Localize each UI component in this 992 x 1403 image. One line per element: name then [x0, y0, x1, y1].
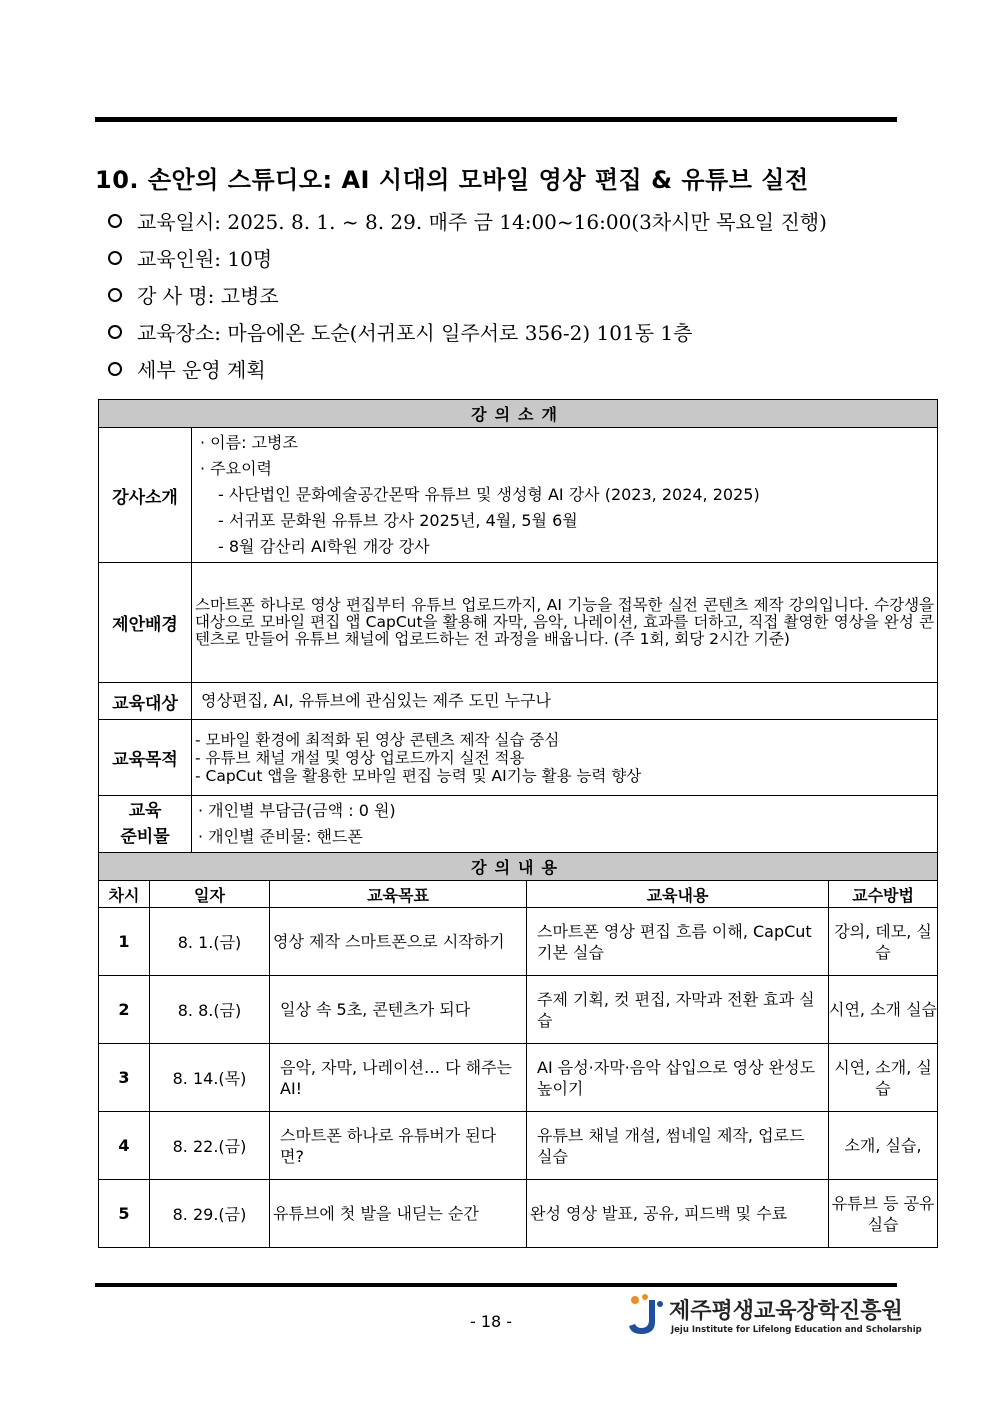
session-goal: 영상 제작 스마트폰으로 시작하기	[270, 908, 527, 976]
instructor-info	[192, 428, 938, 563]
prep-line: · 개인별 준비물: 핸드폰	[198, 827, 363, 846]
instructor-label: 강사소개	[99, 428, 192, 563]
session-content: 스마트폰 영상 편집 흐름 이해, CapCut 기본 실습	[527, 908, 829, 976]
section-header-content: 강의내용	[99, 853, 938, 881]
course-plan-table	[98, 399, 938, 1248]
column-header: 차시	[99, 881, 150, 908]
overview-item-instructor	[108, 276, 827, 313]
org-logo-mark-icon	[625, 1292, 665, 1338]
top-rule	[95, 117, 897, 122]
overview-item-schedule	[108, 202, 827, 239]
overview-item-capacity	[108, 239, 827, 276]
session-content: 유튜브 채널 개설, 썸네일 제작, 업로드 실습	[527, 1112, 829, 1180]
session-date: 8. 1.(금)	[150, 908, 270, 976]
session-content: 주제 기획, 컷 편집, 자막과 전환 효과 실습	[527, 976, 829, 1044]
session-number: 3	[99, 1044, 150, 1112]
session-method: 유튜브 등 공유 실습	[829, 1180, 938, 1248]
overview-list	[108, 202, 827, 387]
column-header: 교육내용	[527, 881, 829, 908]
background-text: 스마트폰 하나로 영상 편집부터 유튜브 업로드까지, AI 기능을 접목한 실전 콘텐츠 제작 강의입니다. 수강생을 대상으로 모바일 편집 앱 CapCut을 활용해 자막, 음악, 나레이션, 효과를 더하고, 직접 촬영한 영상을 완성 콘텐츠로 만들어 유튜브 채널에 업로드하는 전 과정을 배웁니다. (주 1회, 회당 2시간 기준)	[192, 563, 938, 683]
circle-bullet-icon	[108, 251, 122, 265]
prep-line: · 개인별 부담금(금액 : 0 원)	[198, 801, 396, 820]
session-number: 2	[99, 976, 150, 1044]
goal-line: - 유튜브 채널 개설 및 영상 업로드까지 실전 적용	[195, 748, 525, 767]
overview-item-plan	[108, 350, 827, 387]
session-date: 8. 29.(금)	[150, 1180, 270, 1248]
page-number: - 18 -	[470, 1312, 513, 1331]
section-header-intro: 강의소개	[99, 400, 938, 428]
circle-bullet-icon	[108, 214, 122, 228]
overview-item-venue	[108, 313, 827, 350]
overview-text: 세부 운영 계획	[137, 358, 266, 382]
prep-info	[192, 796, 938, 853]
session-goal: 음악, 자막, 나레이션… 다 해주는 AI!	[270, 1044, 527, 1112]
session-number: 5	[99, 1180, 150, 1248]
table-row	[99, 908, 938, 976]
page-title: 10. 손안의 스튜디오: AI 시대의 모바일 영상 편집 & 유튜브 실전	[95, 166, 809, 194]
session-method: 시연, 소개 실습	[829, 976, 938, 1044]
goals-label: 교육목적	[99, 720, 192, 796]
session-method: 시연, 소개, 실습	[829, 1044, 938, 1112]
table-row	[99, 1112, 938, 1180]
org-logo	[625, 1292, 922, 1340]
background-label: 제안배경	[99, 563, 192, 683]
instructor-line: - 사단법인 문화예술공간몬딱 유튜브 및 생성형 AI 강사 (2023, 2024, 2025)	[218, 485, 760, 504]
session-date: 8. 14.(목)	[150, 1044, 270, 1112]
column-header: 교육목표	[270, 881, 527, 908]
org-name: 제주평생교육장학진흥원	[669, 1299, 903, 1324]
goal-line: - 모바일 환경에 최적화 된 영상 콘텐츠 제작 실습 중심	[195, 730, 560, 749]
session-number: 4	[99, 1112, 150, 1180]
goal-line: - CapCut 앱을 활용한 모바일 편집 능력 및 AI기능 활용 능력 향상	[195, 766, 642, 785]
session-date: 8. 8.(금)	[150, 976, 270, 1044]
table-row	[99, 1044, 938, 1112]
session-goal: 일상 속 5초, 콘텐츠가 되다	[270, 976, 527, 1044]
prep-label-line: 교육	[128, 801, 162, 821]
session-method: 강의, 데모, 실습	[829, 908, 938, 976]
session-content: AI 음성·자막·음악 삽입으로 영상 완성도 높이기	[527, 1044, 829, 1112]
target-text: 영상편집, AI, 유튜브에 관심있는 제주 도민 누구나	[192, 683, 938, 720]
session-content: 완성 영상 발표, 공유, 피드백 및 수료	[527, 1180, 829, 1248]
overview-text: 교육인원: 10명	[137, 247, 273, 271]
instructor-line: - 8월 감산리 AI학원 개강 강사	[218, 537, 430, 556]
column-header: 일자	[150, 881, 270, 908]
session-goal: 유튜브에 첫 발을 내딛는 순간	[270, 1180, 527, 1248]
overview-text: 교육장소: 마음에온 도순(서귀포시 일주서로 356-2) 101동 1층	[137, 321, 693, 345]
session-number: 1	[99, 908, 150, 976]
goals-list	[192, 720, 938, 796]
session-method: 소개, 실습,	[829, 1112, 938, 1180]
bottom-rule	[95, 1283, 897, 1287]
overview-text: 교육일시: 2025. 8. 1. ~ 8. 29. 매주 금 14:00~16:00(3차시만 목요일 진행)	[137, 210, 827, 234]
session-goal: 스마트폰 하나로 유튜버가 된다면?	[270, 1112, 527, 1180]
circle-bullet-icon	[108, 325, 122, 339]
circle-bullet-icon	[108, 288, 122, 302]
circle-bullet-icon	[108, 362, 122, 376]
target-label: 교육대상	[99, 683, 192, 720]
instructor-line: · 이름: 고병조	[200, 433, 298, 452]
prep-label	[99, 796, 192, 853]
column-header: 교수방법	[829, 881, 938, 908]
table-row	[99, 1180, 938, 1248]
instructor-line: - 서귀포 문화원 유튜브 강사 2025년, 4월, 5월 6월	[218, 511, 578, 530]
table-row	[99, 976, 938, 1044]
session-date: 8. 22.(금)	[150, 1112, 270, 1180]
overview-text: 강 사 명: 고병조	[137, 284, 279, 308]
org-name-english: Jeju Institute for Lifelong Education and Scholarship	[671, 1325, 922, 1335]
instructor-line: · 주요이력	[200, 459, 272, 478]
table-header-row	[99, 881, 938, 908]
prep-label-line: 준비물	[120, 827, 170, 847]
